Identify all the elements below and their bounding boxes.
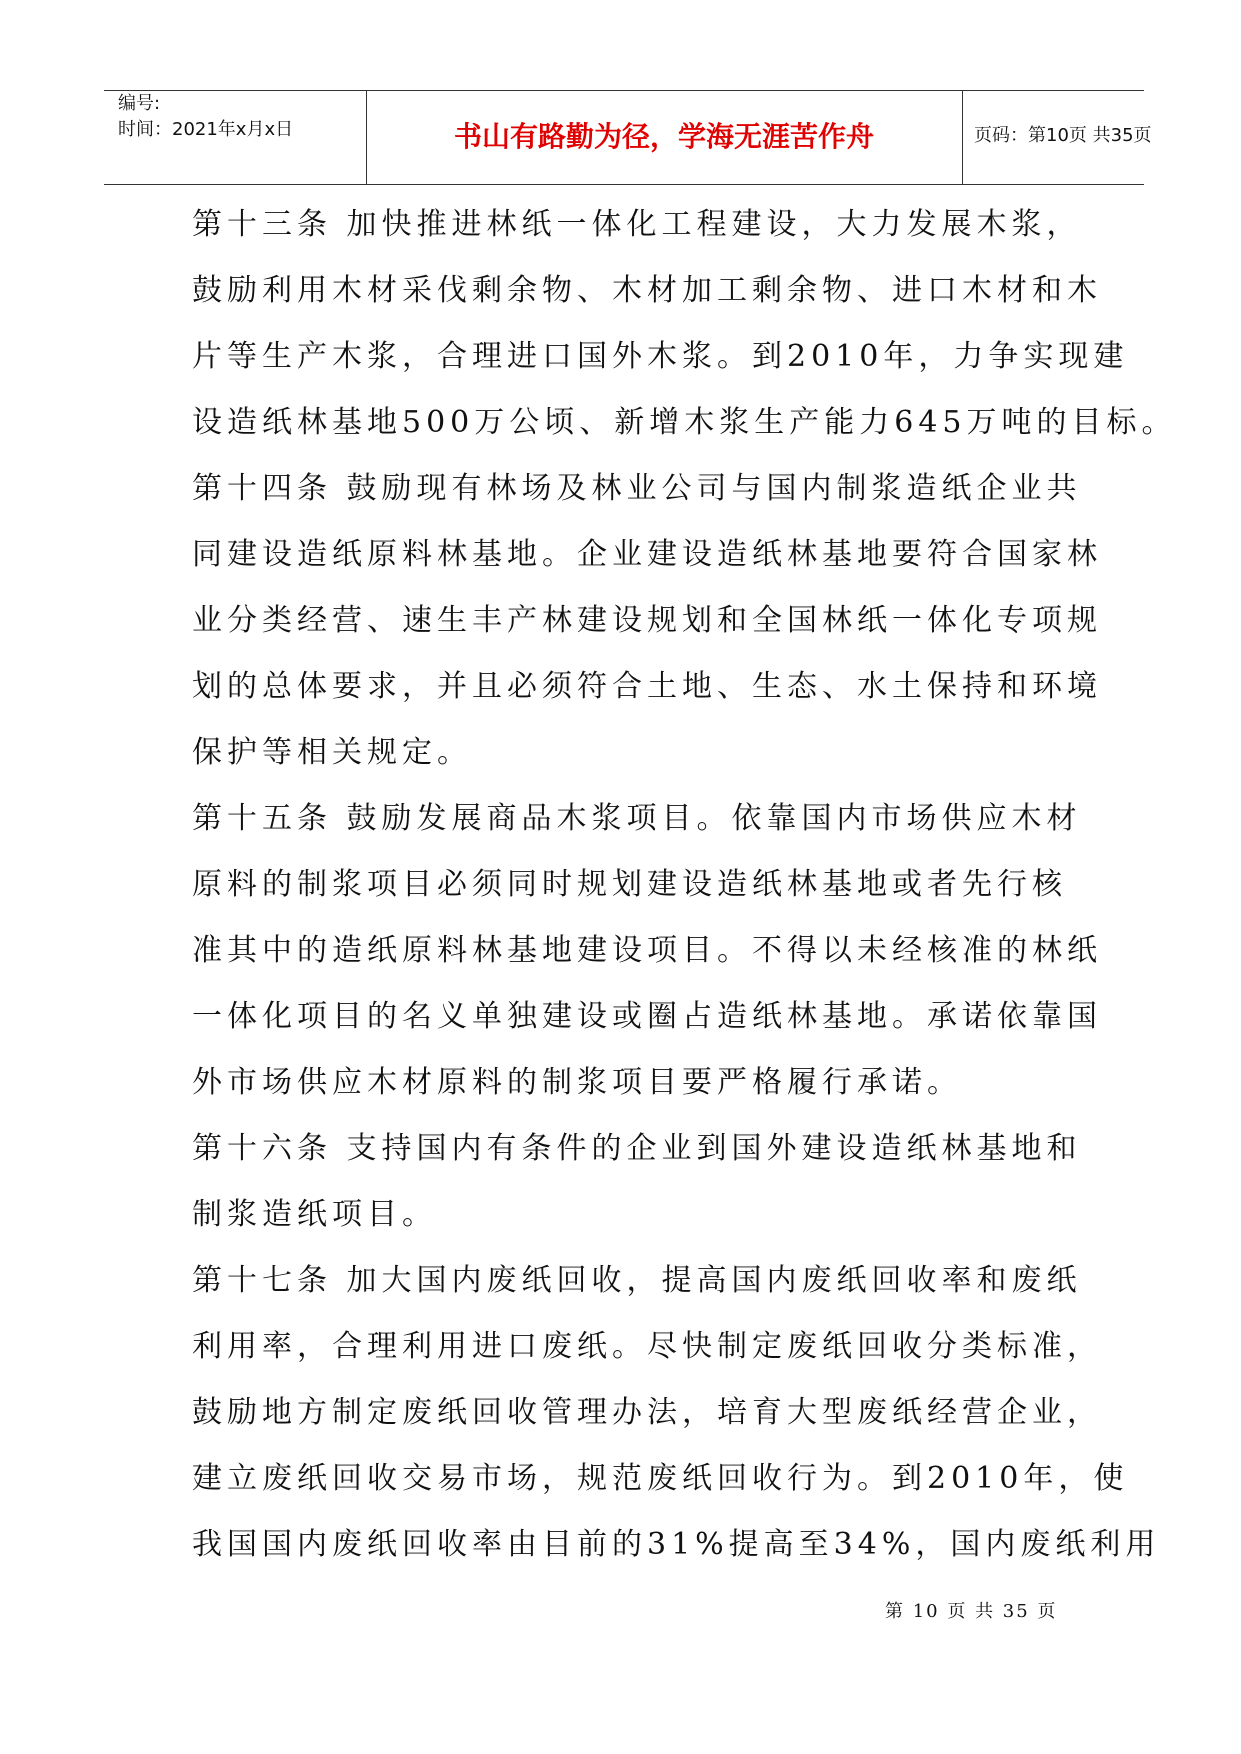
body-line: 设造纸林基地500万公顷、新增木浆生产能力645万吨的目标。 xyxy=(192,405,1177,440)
body-line: 业分类经营、速生丰产林建设规划和全国林纸一体化专项规 xyxy=(192,603,1102,638)
body-line: 保护等相关规定。 xyxy=(192,735,472,770)
header-right-cell xyxy=(962,91,1152,184)
body-line: 鼓励利用木材采伐剩余物、木材加工剩余物、进口木材和木 xyxy=(192,273,1102,308)
body-line: 利用率，合理利用进口废纸。尽快制定废纸回收分类标准， xyxy=(192,1329,1102,1364)
body-line: 原料的制浆项目必须同时规划建设造纸林基地或者先行核 xyxy=(192,867,1067,902)
document-time-label: 时间：2021年x月x日 xyxy=(118,119,294,140)
header-left-cell xyxy=(104,91,367,184)
body-line: 第十七条 加大国内废纸回收，提高国内废纸回收率和废纸 xyxy=(192,1263,1082,1298)
body-line: 第十六条 支持国内有条件的企业到国外建设造纸林基地和 xyxy=(192,1131,1082,1166)
page-header xyxy=(104,90,1152,185)
body-line: 一体化项目的名义单独建设或圈占造纸林基地。承诺依靠国 xyxy=(192,999,1102,1034)
body-line: 制浆造纸项目。 xyxy=(192,1197,437,1232)
body-line: 建立废纸回收交易市场，规范废纸回收行为。到2010年，使 xyxy=(192,1461,1129,1496)
body-line: 片等生产木浆，合理进口国外木浆。到2010年，力争实现建 xyxy=(192,339,1129,374)
body-line: 鼓励地方制定废纸回收管理办法，培育大型废纸经营企业， xyxy=(192,1395,1102,1430)
document-number-label: 编号: xyxy=(118,93,161,114)
body-line: 外市场供应木材原料的制浆项目要严格履行承诺。 xyxy=(192,1065,962,1100)
header-motto: 书山有路勤为径，学海无涯苦作舟 xyxy=(453,120,874,153)
document-body xyxy=(192,192,1177,1578)
body-line: 第十三条 加快推进林纸一体化工程建设，大力发展木浆， xyxy=(192,207,1082,242)
body-line: 准其中的造纸原料林基地建设项目。不得以未经核准的林纸 xyxy=(192,933,1102,968)
body-line: 我国国内废纸回收率由目前的31%提高至34%，国内废纸利用 xyxy=(192,1527,1161,1562)
page-footer-number: 第 10 页 共 35 页 xyxy=(885,1601,1058,1622)
body-line: 同建设造纸原料林基地。企业建设造纸林基地要符合国家林 xyxy=(192,537,1102,572)
body-line: 第十四条 鼓励现有林场及林业公司与国内制浆造纸企业共 xyxy=(192,471,1082,506)
body-line: 第十五条 鼓励发展商品木浆项目。依靠国内市场供应木材 xyxy=(192,801,1082,836)
body-line: 划的总体要求，并且必须符合土地、生态、水土保持和环境 xyxy=(192,669,1102,704)
header-page-reference: 页码：第10页 共35页 xyxy=(974,125,1152,146)
header-middle-cell xyxy=(366,91,963,184)
